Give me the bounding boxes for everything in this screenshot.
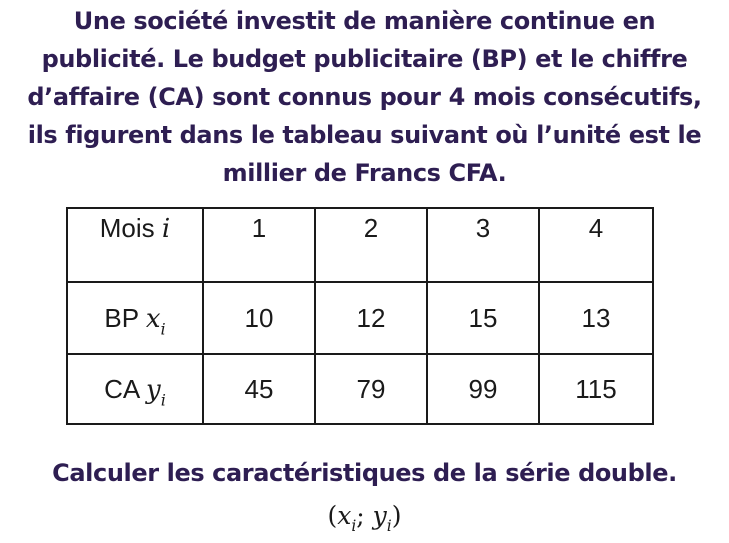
- table-cell: 3: [427, 208, 539, 282]
- table-cell: 4: [539, 208, 653, 282]
- table-row-bp: [67, 282, 653, 354]
- question-text: Calculer les caractéristiques de la série double.: [52, 459, 677, 487]
- data-table: [66, 207, 654, 425]
- row-header-ca: [67, 354, 203, 424]
- statement-line: ils figurent dans le tableau suivant où l’unité est le: [27, 121, 702, 149]
- table-cell: 1: [203, 208, 315, 282]
- table-cell: 99: [427, 354, 539, 424]
- table-row-ca: [67, 354, 653, 424]
- table-cell: 15: [427, 282, 539, 354]
- problem-statement: [0, 2, 729, 192]
- table-cell: 79: [315, 354, 427, 424]
- row-header-variable: i: [161, 214, 171, 244]
- row-header-label: BP: [104, 302, 139, 333]
- statement-line: millier de Francs CFA.: [222, 159, 507, 187]
- table-cell: 45: [203, 354, 315, 424]
- row-header-variable: $y_i$: [146, 374, 166, 409]
- row-header-variable: $x_i$: [145, 303, 166, 338]
- table-cell: 12: [315, 282, 427, 354]
- statement-line: publicité. Le budget publicitaire (BP) et le chiffre: [41, 45, 688, 73]
- row-header-bp: [67, 282, 203, 354]
- row-header-label: CA: [104, 373, 139, 404]
- row-header-label: Mois: [99, 213, 155, 243]
- row-header-months: [67, 208, 203, 282]
- table-row-months: [67, 208, 653, 282]
- table-cell: 13: [539, 282, 653, 354]
- double-series-notation: ($x_i$; $y_i$): [327, 501, 402, 535]
- statement-line: Une société investit de manière continue en: [73, 7, 656, 35]
- table-cell: 10: [203, 282, 315, 354]
- table-cell: 2: [315, 208, 427, 282]
- table-cell: 115: [539, 354, 653, 424]
- statement-line: d’affaire (CA) sont connus pour 4 mois consécutifs,: [27, 83, 702, 111]
